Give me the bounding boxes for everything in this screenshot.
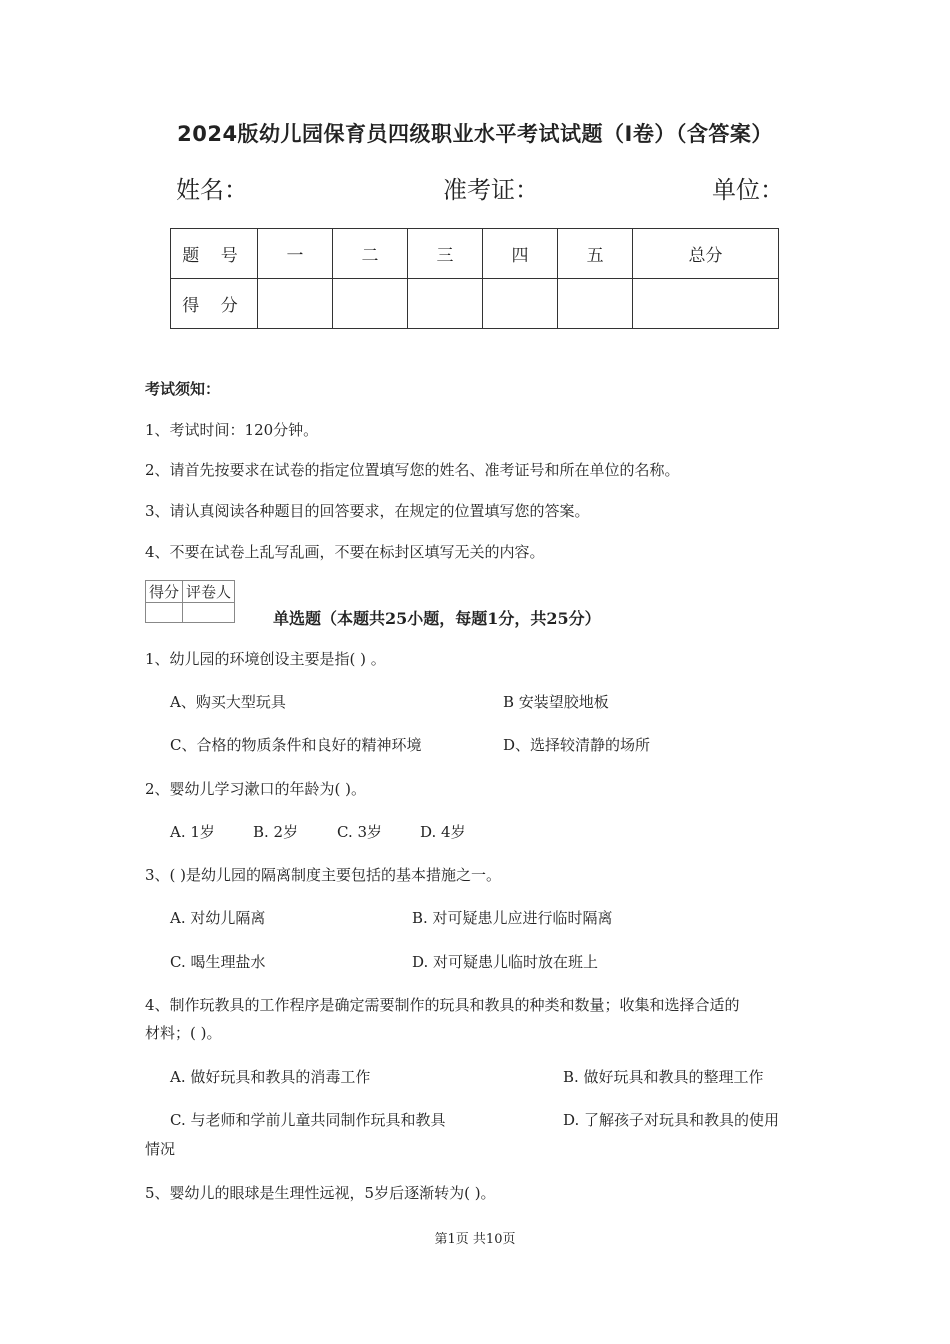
question-2-option-a[interactable]: A. 1岁 xyxy=(170,823,215,841)
question-3-option-b[interactable]: B. 对可疑患儿应进行临时隔离 xyxy=(412,909,613,927)
question-4-option-b[interactable]: B. 做好玩具和教具的整理工作 xyxy=(563,1068,764,1086)
question-3-option-a[interactable]: A. 对幼儿隔离 xyxy=(170,909,266,927)
grader-score-cell[interactable] xyxy=(146,603,183,623)
section-title: 单选题（本题共25小题，每题1分，共25分） xyxy=(273,609,601,628)
notice-item-3: 3、请认真阅读各种题目的回答要求，在规定的位置填写您的答案。 xyxy=(145,502,590,520)
name-field-label: 姓名： xyxy=(176,176,248,204)
score-cell-4[interactable] xyxy=(483,279,558,329)
notice-item-4: 4、不要在试卷上乱写乱画，不要在标封区填写无关的内容。 xyxy=(145,543,545,561)
page-title: 2024版幼儿园保育员四级职业水平考试试题（I卷）（含答案） xyxy=(177,122,773,146)
notice-heading: 考试须知： xyxy=(145,380,221,398)
question-4-stem-line-1: 4、制作玩教具的工作程序是确定需要制作的玩具和教具的种类和数量；收集和选择合适的 xyxy=(145,996,740,1014)
col-4: 四 xyxy=(483,229,558,279)
score-cell-1[interactable] xyxy=(258,279,333,329)
question-4-option-d[interactable]: D. 了解孩子对玩具和教具的使用 xyxy=(563,1111,780,1129)
col-total: 总分 xyxy=(633,229,779,279)
question-4-option-d-continued: 情况 xyxy=(145,1140,176,1158)
question-2-option-d[interactable]: D. 4岁 xyxy=(420,823,466,841)
score-table-score-row xyxy=(171,279,779,329)
unit-field-label: 单位： xyxy=(712,176,784,204)
score-table-header-row xyxy=(171,229,779,279)
col-2: 二 xyxy=(333,229,408,279)
score-table xyxy=(170,228,779,329)
question-2-option-c[interactable]: C. 3岁 xyxy=(337,823,383,841)
grader-box xyxy=(145,580,235,623)
question-3-option-d[interactable]: D. 对可疑患儿临时放在班上 xyxy=(412,953,599,971)
exam-id-field-label: 准考证： xyxy=(443,176,539,204)
col-1: 一 xyxy=(258,229,333,279)
question-1-stem: 1、幼儿园的环境创设主要是指( ) 。 xyxy=(145,650,386,668)
notice-item-2: 2、请首先按要求在试卷的指定位置填写您的姓名、准考证号和所在单位的名称。 xyxy=(145,461,680,479)
score-cell-5[interactable] xyxy=(558,279,633,329)
question-1-option-a[interactable]: A、购买大型玩具 xyxy=(170,693,286,711)
question-1-option-c[interactable]: C、合格的物质条件和良好的精神环境 xyxy=(170,736,422,754)
notice-item-1: 1、考试时间：120分钟。 xyxy=(145,421,319,439)
score-cell-total[interactable] xyxy=(633,279,779,329)
question-1-option-d[interactable]: D、选择较清静的场所 xyxy=(503,736,651,754)
question-2-option-b[interactable]: B. 2岁 xyxy=(253,823,299,841)
page-footer: 第1页 共10页 xyxy=(434,1232,516,1247)
question-4-option-c[interactable]: C. 与老师和学前儿童共同制作玩具和教具 xyxy=(170,1111,446,1129)
score-cell-3[interactable] xyxy=(408,279,483,329)
question-5-stem: 5、婴幼儿的眼球是生理性远视，5岁后逐渐转为( )。 xyxy=(145,1184,496,1202)
question-2-stem: 2、婴幼儿学习漱口的年龄为( )。 xyxy=(145,780,367,798)
question-3-stem: 3、( )是幼儿园的隔离制度主要包括的基本措施之一。 xyxy=(145,866,502,884)
grader-score-label: 得分 xyxy=(146,581,183,603)
question-1-option-b[interactable]: B 安装望胶地板 xyxy=(503,693,609,711)
score-cell-2[interactable] xyxy=(333,279,408,329)
question-3-option-c[interactable]: C. 喝生理盐水 xyxy=(170,953,266,971)
question-number-label: 题 号 xyxy=(171,229,258,279)
grader-name-cell[interactable] xyxy=(183,603,235,623)
question-4-stem-line-2: 材料；( )。 xyxy=(145,1024,222,1042)
grader-name-label: 评卷人 xyxy=(183,581,235,603)
score-label: 得 分 xyxy=(171,279,258,329)
question-4-option-a[interactable]: A. 做好玩具和教具的消毒工作 xyxy=(170,1068,371,1086)
col-5: 五 xyxy=(558,229,633,279)
col-3: 三 xyxy=(408,229,483,279)
